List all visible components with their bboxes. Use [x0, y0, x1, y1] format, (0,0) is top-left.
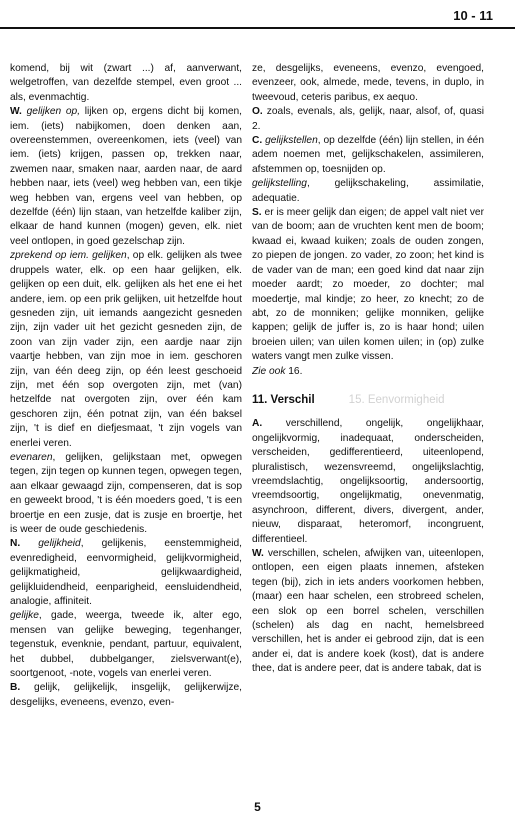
entry-label: C. — [252, 135, 266, 147]
entry-term: gelijkstellen — [265, 135, 318, 147]
entry-text: , gelijkenis, eenstemmigheid, evenredigheid, eenvormigheid, gelijkvormigheid, gelijkmatigheid, gelijkwaardigheid, gelijkluidendheid, eenparigheid, eensluidendheid, analogie, affiniteit. — [10, 538, 242, 608]
entry-text: , gade, weerga, tweede ik, alter ego, mensen van gelijke beweging, tegenhanger, tegenstuk, evenknie, pendant, partuur, equivalent, het dubbel, dubbelganger, zielsverwant(e), soortgenoot, -note, vogels van enerlei veren. — [10, 610, 242, 680]
entry-paragraph — [10, 451, 242, 537]
entry-text: , op elk. gelijken als twee druppels water, elk. op een haar gelijken, elk. gelijken op een duit, elk. gelijken als het ene ei het andere, iem. op een prik gelijken, uit hetzelfde hout gesneden zijn, uit iemands aangezicht gesneden zijn, zijn vader uit het gezicht gesneden zijn, de zoon van zijn vader zijn, een aardje naar zijn vaartje hebben, van zijn moe in iem. geschoren zijn, van één deeg zijn, op één leest geschoeid zijn, met één sop overgoten zijn, met (van) hetzelfde nat overgoten zijn, over één kam geschoren zijn, één potnat zijn, van één baksel zijn, 't is dief en diefjesmaat, 't zijn vogels van enerlei veren. — [10, 250, 242, 449]
entry-label: B. — [10, 682, 35, 694]
entry-paragraph — [252, 62, 484, 105]
entry-paragraph — [252, 206, 484, 364]
entry-term: gelijkheid — [38, 538, 81, 550]
section-heading — [252, 393, 484, 407]
entry-paragraph — [10, 681, 242, 710]
entry-text: lijken op, ergens dicht bij komen, iem. (iets) nabijkomen, doen denken aan, overeenstemmen, overeenkomen, iets (veel) van iem. (iets) krijgen, passen op, trekken naar, zwemen naar, smaken naar, aarden naar, de aard hebben naar, iets (veel) weg hebben van, een tikje weg hebben van, ergens veel van hebben, op dezelfde (één) lijn staan, van hetzelfde kaliber zijn, elkaar de hand kunnen (mogen) geven, elk. niet veel ontlopen, in goed gezelschap zijn. — [10, 106, 242, 247]
entry-term: gelijkstelling — [252, 178, 307, 190]
entry-text: 16. — [285, 365, 303, 377]
show-through-heading: 15. Eenvormigheid — [348, 393, 445, 406]
entry-paragraph — [10, 249, 242, 451]
entry-text: verschillen, schelen, afwijken van, uiteenlopen, ontlopen, een eigen plaats innemen, afsteken tegen (bij), zich in iets anders voorkomen hebben, (maar) een haar schelen, een strobreed schelen, een slok op een borrel schelen, verschillen (schelen) als dag en nacht, hemelsbreed verschillen, het is ander ei gebrood zijn, dat is een ander ei, dat is andere koek (kost), dat is andere thee, dat is andere peer, dat is andere tabak, dat is — [252, 548, 484, 675]
entry-label: S. — [252, 207, 265, 219]
section-title: 11. Verschil — [252, 393, 315, 406]
entry-paragraph — [252, 547, 484, 677]
entry-paragraph — [252, 365, 484, 379]
left-column — [10, 62, 242, 780]
entry-label: A. — [252, 418, 286, 430]
entry-text: , gelijken, gelijkstaan met, opwegen tegen, zijn tegen op kunnen tegen, opwegen tegen, aan elkaar gewaagd zijn, compenseren, dat is sop en geweekt brood, 't is één moeders goed, 't is een broertje en een zusje, dat is zusje en broertje, het is weer de oude geschiedenis. — [10, 451, 242, 535]
entry-term: zprekend op iem. gelijken — [10, 250, 127, 262]
page-range-header: 10 - 11 — [453, 8, 493, 23]
header-rule — [0, 27, 515, 29]
entry-label: W. — [10, 106, 27, 118]
entry-text: komend, bij wit (zwart ...) af, aanverwant, welgetroffen, van dezelfde stempel, even groot ... als, evenmachtig. — [10, 63, 242, 103]
entry-text: , op dezelfde (één) lijn stellen, in één adem noemen met, gelijkschakelen, assimileren, afstemmen op, toesnijden op. — [252, 135, 484, 175]
entry-paragraph — [252, 417, 484, 547]
entry-text: zoals, evenals, als, gelijk, naar, alsof, of, quasi 2. — [252, 106, 484, 132]
entry-term: gelijken op, — [26, 106, 81, 118]
entry-text: er is meer gelijk dan eigen; de appel valt niet ver van de boom; aan de vruchten kent men de boom; kwaad ei, kwaad kuiken; zoals de ouden zongen, zo piepen de jongen. zo vader, zo zoon; het kind is de vader van de man; een goed kind dat naar zijn moeder aardt; zo moeder, zo dochter; mal moedertje, mal kindje; zo heer, zo knecht; zo de abt, zo de monniken; gelijke monniken, gelijke kappen; gelijk de juffer is, zo is haar hond; uilen broeien uilen; van uilen komen uilen; in (op) zulke waters vangt men zulke vissen. — [252, 207, 484, 363]
right-column-top — [252, 62, 484, 379]
page-number: 5 — [254, 800, 261, 814]
entry-paragraph — [252, 105, 484, 134]
entry-paragraph — [252, 134, 484, 177]
entry-paragraph — [252, 177, 484, 206]
entry-text: verschillend, ongelijk, ongelijkhaar, ongelijkvormig, inadequaat, onderscheiden, verscheiden, gedifferentieerd, uiteenlopend, pluralistisch, wezensvreemd, ongelijkslachtig, vreemdslachtig, ongelijksoortig, andersoortig, vreemdsoortig, ongelijkmatig, onevenmatig, asynchroon, different, divers, divergent, ander, nieuw, disparaat, heteromorf, incongruent, differentieel. — [252, 418, 484, 545]
entry-term: evenaren — [10, 451, 53, 463]
entry-term: gelijke — [10, 610, 39, 622]
entry-paragraph — [10, 62, 242, 105]
right-column — [252, 62, 484, 780]
entry-text: ze, desgelijks, eveneens, evenzo, evengoed, evenzeer, ook, almede, mede, tevens, in duplo, in tweevoud, ceteris paribus, ex aequo. — [252, 63, 484, 103]
entry-label: W. — [252, 548, 268, 559]
entry-text: gelijk, gelijkelijk, insgelijk, gelijkerwijze, desgelijks, eveneens, evenzo, even- — [10, 682, 242, 708]
entry-label: N. — [10, 538, 39, 550]
entry-paragraph — [10, 105, 242, 249]
entry-text: , gelijkschakeling, assimilatie, adequatie. — [252, 178, 484, 204]
entry-paragraph — [10, 537, 242, 609]
entry-paragraph — [10, 609, 242, 681]
right-column-bottom — [252, 417, 484, 676]
entry-term: Zie ook — [252, 365, 286, 377]
entry-label: O. — [252, 106, 267, 118]
